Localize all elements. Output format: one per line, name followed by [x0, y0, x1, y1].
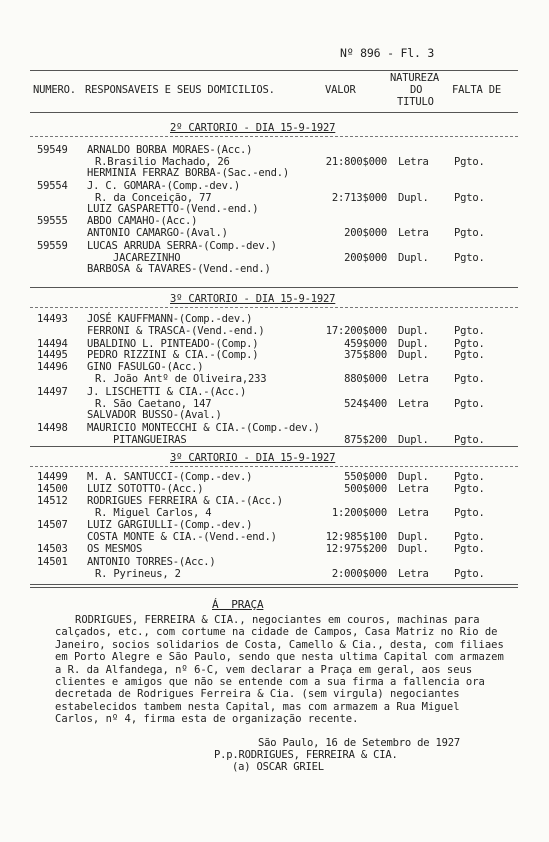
- entry-natureza: Dupl.: [398, 191, 429, 204]
- entry-valor: 524$400: [344, 397, 387, 410]
- entry-name: RODRIGUES FERREIRA & CIA.-(Acc.): [87, 495, 283, 507]
- entry-name: GINO FASULGO-(Acc.): [87, 361, 204, 373]
- col-header-valor: VALOR: [325, 84, 356, 96]
- entry-falta: Pgto.: [454, 155, 485, 168]
- closing-signature: (a) OSCAR GRIEL: [232, 761, 324, 773]
- closing-pp: P.p.RODRIGUES, FERREIRA & CIA.: [214, 749, 398, 761]
- entry-falta: Pgto.: [454, 191, 485, 204]
- entry-number: 59559: [37, 240, 68, 252]
- entry-name: ARNALDO BORBA MORAES-(Acc.): [87, 144, 253, 156]
- sections-end-rule: [30, 584, 518, 585]
- section-title-rule: [30, 466, 518, 467]
- entry-falta: Pgto.: [454, 397, 485, 410]
- entry-natureza: Dupl.: [398, 471, 429, 483]
- entry-name: OS MESMOS: [87, 543, 143, 555]
- entry-valor: 375$800: [344, 349, 387, 361]
- entry-falta: Pgto.: [454, 567, 485, 580]
- entry-name: UBALDINO L. PINTEADO-(Comp.): [87, 338, 259, 350]
- section-rule: [30, 446, 518, 447]
- entry-detail: R. Pyrineus, 2: [95, 567, 181, 580]
- entry-falta: Pgto.: [454, 543, 485, 555]
- closing-date: São Paulo, 16 de Setembro de 1927: [258, 737, 461, 749]
- entry-number: 14498: [37, 422, 68, 434]
- entry-falta: Pgto.: [454, 372, 485, 385]
- section-title-rule: [30, 136, 518, 137]
- col-header-natureza-1: NATUREZA: [390, 72, 439, 84]
- section-title-rule: [30, 307, 518, 308]
- entry-number: 14493: [37, 313, 68, 325]
- col-header-natureza-2: DO: [410, 84, 423, 96]
- header-bottom-rule: [30, 112, 518, 113]
- entry-detail: JACAREZINHO: [113, 251, 181, 264]
- entry-natureza: Dupl.: [398, 433, 429, 446]
- entry-falta: Pgto.: [454, 349, 485, 361]
- entry-detail: LUIZ GASPARETTO-(Vend.-end.): [87, 203, 259, 215]
- entry-natureza: Dupl.: [398, 349, 429, 361]
- entry-natureza: Letra: [398, 483, 429, 495]
- entry-name: LUCAS ARRUDA SERRA-(Comp.-dev.): [87, 240, 277, 252]
- entry-natureza: Dupl.: [398, 251, 429, 264]
- praca-title: Á PRAÇA: [212, 598, 264, 611]
- entry-valor: 2:000$000: [331, 567, 387, 580]
- entry-valor: 21:800$000: [325, 155, 387, 168]
- entry-valor: 1:200$000: [331, 506, 387, 519]
- entry-number: 14507: [37, 519, 68, 531]
- entry-natureza: Letra: [398, 155, 429, 168]
- entry-name: ABDO CAMAHO-(Acc.): [87, 215, 198, 227]
- entry-name: LUIZ GARGIULLI-(Comp.-dev.): [87, 519, 253, 531]
- entry-natureza: Letra: [398, 226, 429, 239]
- entry-falta: Pgto.: [454, 506, 485, 519]
- entry-detail: BARBOSA & TAVARES-(Vend.-end.): [87, 263, 271, 275]
- entry-number: 14501: [37, 556, 68, 568]
- sections-end-rule-2: [30, 587, 518, 588]
- notice-paragraph: RODRIGUES, FERREIRA & CIA., negociantes em couros, machinas para calçados, etc., com cortume na cidade de Campos, Casa Matriz no Rio de Janeiro, socios solidarios de Costa, Camello & Cia., desta, com filiaes em Porto Alegre e São Paulo, sendo que nesta ultima Capital com armazem a R. da Alfandega, nº 6-C, vem declarar a Praça em geral, aos seus clientes e amigos que não se entende com a sua firma a fallencia ora decretada de Rodrigues Ferreira & Cia. (sem virgula) negociantes estabelecidos tambem nesta Capital, mas com armazem a Rua Miguel Carlos, nº 4, firma esta de organização recente.: [55, 614, 504, 726]
- entry-name: J. LISCHETTI & CIA.-(Acc.): [87, 386, 247, 398]
- entry-name: PEDRO RIZZINI & CIA.-(Comp.): [87, 349, 259, 361]
- entry-detail: R. Miguel Carlos, 4: [95, 506, 212, 519]
- entry-natureza: Dupl.: [398, 324, 429, 337]
- col-header-falta: FALTA DE: [452, 84, 501, 96]
- entry-detail: ANTONIO CAMARGO-(Aval.): [87, 226, 228, 239]
- entry-natureza: Letra: [398, 397, 429, 410]
- entry-valor: 12:985$100: [325, 530, 387, 543]
- entry-valor: 200$000: [344, 226, 387, 239]
- entry-detail: PITANGUEIRAS: [113, 433, 187, 446]
- entry-detail: FERRONI & TRASCA-(Vend.-end.): [87, 324, 265, 337]
- entry-detail: R. da Conceição, 77: [95, 191, 212, 204]
- entry-falta: Pgto.: [454, 226, 485, 239]
- section-title: 3º CARTORIO - DIA 15-9-1927: [170, 293, 336, 305]
- entry-natureza: Dupl.: [398, 338, 429, 350]
- entry-name: LUIZ SOTOTTO-(Acc.): [87, 483, 204, 495]
- entry-falta: Pgto.: [454, 251, 485, 264]
- entry-name: M. A. SANTUCCI-(Comp.-dev.): [87, 471, 253, 483]
- entry-falta: Pgto.: [454, 324, 485, 337]
- entry-valor: 550$000: [344, 471, 387, 483]
- entry-detail: R. São Caetano, 147: [95, 397, 212, 410]
- entry-name: J. C. GOMARA-(Comp.-dev.): [87, 180, 241, 192]
- entry-falta: Pgto.: [454, 530, 485, 543]
- entry-natureza: Letra: [398, 506, 429, 519]
- entry-detail: SALVADOR BUSSO-(Aval.): [87, 409, 222, 421]
- entry-valor: 500$000: [344, 483, 387, 495]
- header-top-rule: [30, 70, 518, 71]
- col-header-natureza-3: TITULO: [397, 96, 434, 108]
- entry-number: 14495: [37, 349, 68, 361]
- entry-valor: 459$000: [344, 338, 387, 350]
- entry-falta: Pgto.: [454, 433, 485, 446]
- entry-number: 14499: [37, 471, 68, 483]
- entry-falta: Pgto.: [454, 483, 485, 495]
- entry-natureza: Dupl.: [398, 530, 429, 543]
- entry-number: 59549: [37, 144, 68, 156]
- entry-natureza: Letra: [398, 372, 429, 385]
- col-header-responsaveis: RESPONSAVEIS E SEUS DOMICILIOS.: [85, 84, 275, 96]
- section-title: 2º CARTORIO - DIA 15-9-1927: [170, 122, 336, 134]
- section-title: 3º CARTORIO - DIA 15-9-1927: [170, 452, 336, 464]
- entry-valor: 200$000: [344, 251, 387, 264]
- entry-valor: 875$200: [344, 433, 387, 446]
- entry-number: 14500: [37, 483, 68, 495]
- entry-detail: COSTA MONTE & CIA.-(Vend.-end.): [87, 530, 277, 543]
- entry-name: ANTONIO TORRES-(Acc.): [87, 556, 216, 568]
- entry-detail: R. João Antº de Oliveira,233: [95, 372, 267, 385]
- entry-valor: 17:200$000: [325, 324, 387, 337]
- entry-number: 14496: [37, 361, 68, 373]
- entry-number: 14512: [37, 495, 68, 507]
- entry-detail: R.Brasilio Machado, 26: [95, 155, 230, 168]
- page-ref: Nº 896 - Fl. 3: [340, 46, 435, 60]
- entry-falta: Pgto.: [454, 338, 485, 350]
- entry-number: 59554: [37, 180, 68, 192]
- entry-valor: 12:975$200: [325, 543, 387, 555]
- entry-detail: HERMINIA FERRAZ BORBA-(Sac.-end.): [87, 167, 290, 179]
- entry-number: 14503: [37, 543, 68, 555]
- entry-number: 14497: [37, 386, 68, 398]
- entry-number: 59555: [37, 215, 68, 227]
- entry-natureza: Letra: [398, 567, 429, 580]
- entry-valor: 880$000: [344, 372, 387, 385]
- entry-name: JOSÉ KAUFFMANN-(Comp.-dev.): [87, 313, 253, 325]
- entry-number: 14494: [37, 338, 68, 350]
- entry-falta: Pgto.: [454, 471, 485, 483]
- entry-natureza: Dupl.: [398, 543, 429, 555]
- entry-name: MAURICIO MONTECCHI & CIA.-(Comp.-dev.): [87, 422, 320, 434]
- entry-valor: 2:713$000: [331, 191, 387, 204]
- section-rule: [30, 287, 518, 288]
- col-header-numero: NUMERO.: [33, 84, 76, 96]
